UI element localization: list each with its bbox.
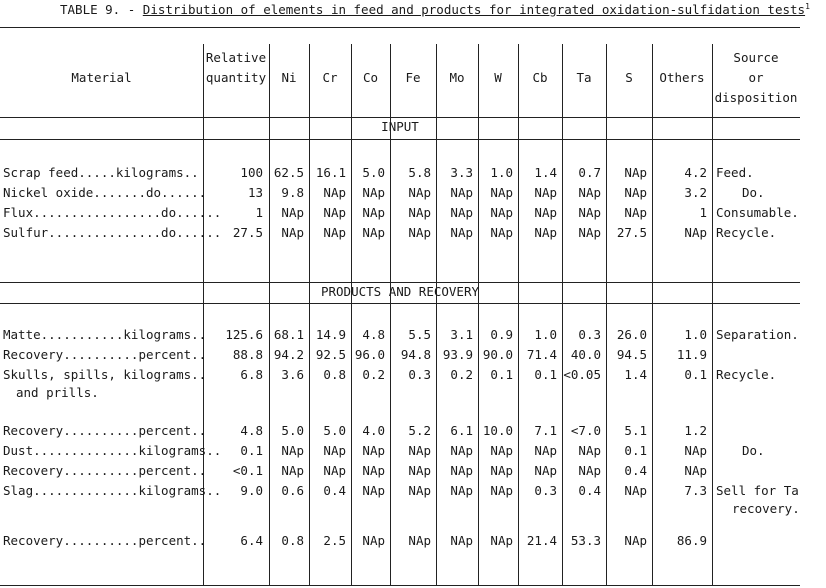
products-top-rule (0, 282, 800, 283)
element-value-cell: NAp (362, 483, 385, 498)
element-value-cell: 0.3 (534, 483, 557, 498)
element-value-cell: NAp (490, 225, 513, 240)
material-cell: Slag..............kilograms.. (3, 483, 222, 498)
element-value-cell: NAp (684, 225, 707, 240)
element-value-cell: NAp (490, 483, 513, 498)
element-value-cell: NAp (281, 443, 304, 458)
element-value-cell: NAp (534, 443, 557, 458)
element-value-cell: 3.6 (281, 367, 304, 382)
element-value-cell: NAp (578, 443, 601, 458)
element-value-cell: NAp (408, 483, 431, 498)
table-title-footnote: 1 (805, 2, 810, 11)
element-value-cell: 40.0 (570, 347, 601, 362)
element-value-cell: 0.4 (323, 483, 346, 498)
element-value-cell: NAp (408, 185, 431, 200)
element-value-cell: NAp (323, 463, 346, 478)
element-value-cell: 0.2 (450, 367, 473, 382)
section-input: INPUT (381, 119, 419, 134)
element-value-cell: 71.4 (526, 347, 557, 362)
element-value-cell: 1.4 (624, 367, 647, 382)
element-value-cell: 5.5 (408, 327, 431, 342)
quantity-cell: 9.0 (240, 483, 263, 498)
element-value-cell: NAp (534, 185, 557, 200)
element-value-cell: NAp (490, 463, 513, 478)
header-element: Ta (576, 70, 592, 85)
section-products: PRODUCTS AND RECOVERY (320, 284, 480, 299)
element-value-cell: NAp (624, 205, 647, 220)
header-element: Mo (449, 70, 465, 85)
source-cell: Recycle. (716, 367, 777, 382)
element-value-cell: NAp (490, 185, 513, 200)
header-element: Cr (322, 70, 338, 85)
table-row (0, 422, 800, 440)
element-value-cell: NAp (490, 443, 513, 458)
element-value-cell: 4.2 (684, 165, 707, 180)
material-cell: Recovery..........percent.. (3, 533, 207, 548)
element-value-cell: 1.4 (534, 165, 557, 180)
element-value-cell: 62.5 (273, 165, 304, 180)
source-cell: Do. (742, 185, 765, 200)
table-row (0, 224, 800, 242)
quantity-cell: 4.8 (240, 423, 263, 438)
element-value-cell: NAp (408, 533, 431, 548)
element-value-cell: NAp (408, 463, 431, 478)
element-value-cell: 94.2 (273, 347, 304, 362)
element-value-cell: NAp (281, 463, 304, 478)
material-cell: Matte...........kilograms.. (3, 327, 207, 342)
element-value-cell: NAp (323, 185, 346, 200)
bottom-rule (0, 585, 800, 586)
element-value-cell: 3.3 (450, 165, 473, 180)
element-value-cell: 5.0 (281, 423, 304, 438)
element-value-cell: 4.8 (362, 327, 385, 342)
source-cell: Recycle. (716, 225, 777, 240)
quantity-cell: 27.5 (232, 225, 263, 240)
header-rule (0, 117, 800, 118)
element-value-cell: NAp (578, 185, 601, 200)
element-value-cell: <0.05 (563, 367, 601, 382)
header-element: W (494, 70, 502, 85)
top-rule (0, 27, 800, 28)
products-section-rule (0, 303, 800, 304)
source-cell: Feed. (716, 165, 754, 180)
header-element: Fe (405, 70, 421, 85)
header-element: Ni (281, 70, 297, 85)
element-value-cell: NAp (684, 463, 707, 478)
table-row (0, 532, 800, 550)
material-cell: Scrap feed.....kilograms.. (3, 165, 199, 180)
header-material: Material (71, 70, 132, 85)
element-value-cell: 0.1 (684, 367, 707, 382)
element-value-cell: NAp (534, 205, 557, 220)
element-value-cell: 3.2 (684, 185, 707, 200)
element-value-cell: NAp (534, 225, 557, 240)
element-value-cell: <7.0 (570, 423, 601, 438)
element-value-cell: 90.0 (482, 347, 513, 362)
source-cell: Consumable. (716, 205, 799, 220)
element-value-cell: 0.1 (534, 367, 557, 382)
table-row (0, 326, 800, 344)
element-value-cell: NAp (323, 225, 346, 240)
material-cell: Skulls, spills, kilograms.. (3, 367, 207, 382)
element-value-cell: 0.3 (578, 327, 601, 342)
header-element: Co (362, 70, 379, 85)
element-value-cell: NAp (450, 185, 473, 200)
element-value-cell: 93.9 (442, 347, 473, 362)
element-value-cell: 5.0 (323, 423, 346, 438)
element-value-cell: 1.0 (490, 165, 513, 180)
quantity-cell: 125.6 (225, 327, 263, 342)
table-title-prefix: TABLE 9. - (60, 2, 136, 18)
element-value-cell: NAp (684, 443, 707, 458)
element-value-cell: 92.5 (315, 347, 346, 362)
source-cell: Separation. (716, 327, 799, 342)
element-value-cell: NAp (281, 205, 304, 220)
element-value-cell: NAp (578, 463, 601, 478)
quantity-cell: <0.1 (232, 463, 263, 478)
element-value-cell: NAp (534, 463, 557, 478)
element-value-cell: NAp (450, 483, 473, 498)
material-cell: Recovery..........percent.. (3, 463, 207, 478)
element-value-cell: NAp (408, 205, 431, 220)
element-value-cell: NAp (624, 533, 647, 548)
quantity-cell: 13 (247, 185, 263, 200)
material-cell: Recovery..........percent.. (3, 423, 207, 438)
element-value-cell: NAp (578, 205, 601, 220)
element-value-cell: 1.0 (684, 327, 707, 342)
element-value-cell: 94.8 (400, 347, 431, 362)
source-cell: Do. (742, 443, 765, 458)
element-value-cell: NAp (624, 165, 647, 180)
element-value-cell: NAp (624, 185, 647, 200)
element-value-cell: NAp (362, 463, 385, 478)
element-value-cell: 3.1 (450, 327, 473, 342)
element-value-cell: 1.2 (684, 423, 707, 438)
element-value-cell: 10.0 (482, 423, 513, 438)
element-value-cell: 14.9 (315, 327, 346, 342)
element-value-cell: NAp (362, 443, 385, 458)
material-cell: Dust..............kilograms.. (3, 443, 222, 458)
element-value-cell: 11.9 (676, 347, 707, 362)
element-value-cell: 0.8 (281, 533, 304, 548)
element-value-cell: NAp (362, 533, 385, 548)
element-value-cell: NAp (362, 225, 385, 240)
element-value-cell: NAp (408, 225, 431, 240)
material-cell: Nickel oxide.......do...... (3, 185, 207, 200)
element-value-cell: NAp (624, 483, 647, 498)
table-row (0, 462, 800, 480)
table-row (0, 184, 800, 202)
quantity-cell: 0.1 (240, 443, 263, 458)
element-value-cell: NAp (490, 205, 513, 220)
element-value-cell: 2.5 (323, 533, 346, 548)
element-value-cell: 0.2 (362, 367, 385, 382)
header-element: Others (659, 70, 705, 85)
table-row (0, 346, 800, 364)
element-value-cell: NAp (450, 443, 473, 458)
element-value-cell: NAp (323, 205, 346, 220)
element-value-cell: 5.1 (624, 423, 647, 438)
element-value-cell: 94.5 (616, 347, 647, 362)
element-value-cell: 1.0 (534, 327, 557, 342)
element-value-cell: NAp (450, 205, 473, 220)
element-value-cell: 7.3 (684, 483, 707, 498)
material-cell: Recovery..........percent.. (3, 347, 207, 362)
header-source: Source or disposition (714, 50, 798, 105)
element-value-cell: 6.1 (450, 423, 473, 438)
element-value-cell: 0.4 (624, 463, 647, 478)
element-value-cell: 5.0 (362, 165, 385, 180)
element-value-cell: 0.8 (323, 367, 346, 382)
quantity-cell: 1 (255, 205, 263, 220)
table-row (0, 442, 800, 460)
element-value-cell: NAp (450, 463, 473, 478)
element-value-cell: NAp (362, 185, 385, 200)
element-value-cell: NAp (362, 205, 385, 220)
table-title: Distribution of elements in feed and products for integrated oxidation-sulfidation tests (142, 2, 806, 18)
element-value-cell: NAp (408, 443, 431, 458)
element-value-cell: 0.9 (490, 327, 513, 342)
element-value-cell: 5.2 (408, 423, 431, 438)
quantity-cell: 6.4 (240, 533, 263, 548)
table-row (0, 204, 800, 222)
element-value-cell: NAp (281, 225, 304, 240)
element-value-cell: 16.1 (315, 165, 346, 180)
element-value-cell: 0.1 (490, 367, 513, 382)
source-cell: Sell for Ta (716, 483, 799, 498)
element-value-cell: 4.0 (362, 423, 385, 438)
element-value-cell: NAp (450, 533, 473, 548)
table-row (0, 366, 800, 400)
material-cell: Flux.................do...... (3, 205, 222, 220)
element-value-cell: 0.3 (408, 367, 431, 382)
element-value-cell: 0.7 (578, 165, 601, 180)
quantity-cell: 88.8 (232, 347, 263, 362)
element-value-cell: 68.1 (273, 327, 304, 342)
element-value-cell: 26.0 (616, 327, 647, 342)
material-cell-continued: and prills. (16, 385, 99, 400)
quantity-cell: 6.8 (240, 367, 263, 382)
element-value-cell: NAp (490, 533, 513, 548)
element-value-cell: 1 (699, 205, 707, 220)
element-value-cell: 5.8 (408, 165, 431, 180)
element-value-cell: 53.3 (570, 533, 601, 548)
element-value-cell: 86.9 (676, 533, 707, 548)
element-value-cell: 21.4 (526, 533, 557, 548)
element-value-cell: 0.6 (281, 483, 304, 498)
element-value-cell: 0.1 (624, 443, 647, 458)
element-value-cell: 7.1 (534, 423, 557, 438)
element-value-cell: 96.0 (354, 347, 385, 362)
element-value-cell: NAp (323, 443, 346, 458)
source-cell-continued: recovery. (732, 501, 800, 516)
table-row (0, 164, 800, 182)
header-relative-quantity: Relative quantity (205, 50, 267, 85)
table-caption (60, 2, 810, 17)
element-value-cell: NAp (578, 225, 601, 240)
table-row (0, 482, 800, 516)
element-value-cell: 9.8 (281, 185, 304, 200)
header-element: Cb (532, 70, 548, 85)
element-value-cell: 0.4 (578, 483, 601, 498)
input-section-rule (0, 139, 800, 140)
quantity-cell: 100 (240, 165, 263, 180)
material-cell: Sulfur...............do...... (3, 225, 222, 240)
element-value-cell: NAp (450, 225, 473, 240)
header-element: S (625, 70, 633, 85)
element-value-cell: 27.5 (616, 225, 647, 240)
